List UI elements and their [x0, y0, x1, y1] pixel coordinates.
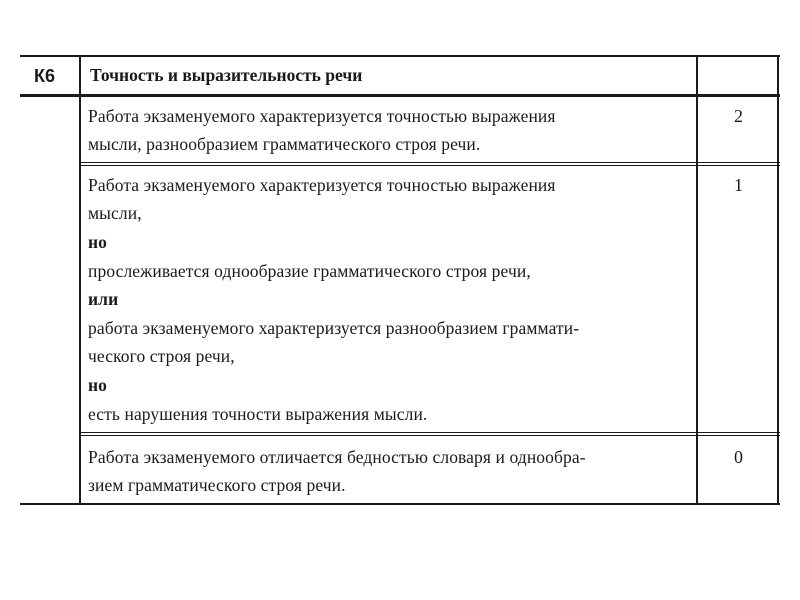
table-top-border	[20, 55, 780, 57]
row-2-line-1: Работа экзаменуемого характеризуется точностью выражения	[88, 175, 556, 195]
row-2-line-9: есть нарушения точности выражения мысли.	[88, 404, 428, 424]
row-1-line-2: мысли, разнообразием грамматического строя речи.	[88, 134, 481, 154]
row-3-line-2: зием грамматического строя речи.	[88, 475, 346, 495]
row-3-line-1: Работа экзаменуемого отличается бедностью словаря и однообра-	[88, 447, 586, 467]
row-2-line-5: или	[88, 289, 119, 309]
header-bottom-border	[20, 94, 780, 97]
row-1-line-1: Работа экзаменуемого характеризуется точностью выражения	[88, 106, 556, 126]
table-bottom-border	[20, 503, 780, 505]
criterion-title: Точность и выразительность речи	[90, 65, 363, 85]
criteria-table	[20, 55, 780, 508]
row-3-score: 0	[734, 447, 743, 467]
row-2-line-3: но	[88, 232, 108, 252]
row-1-bottom-border	[80, 162, 780, 163]
row-2-line-4: прослеживается однообразие грамматического строя речи,	[88, 261, 531, 281]
criterion-code: К6	[34, 66, 55, 86]
row-2-line-6: работа экзаменуемого характеризуется разнообразием граммати-	[88, 318, 580, 338]
row-2-line-8: но	[88, 375, 108, 395]
code-column-divider	[79, 55, 81, 505]
row-1-score: 2	[734, 106, 743, 126]
row-1-bottom-border-inner	[80, 165, 780, 166]
row-2-line-2: мысли,	[88, 203, 142, 223]
row-2-score: 1	[734, 175, 743, 195]
row-2-bottom-border	[80, 432, 780, 433]
row-2-line-7: ческого строя речи,	[88, 346, 235, 366]
row-2-bottom-border-inner	[80, 435, 780, 436]
